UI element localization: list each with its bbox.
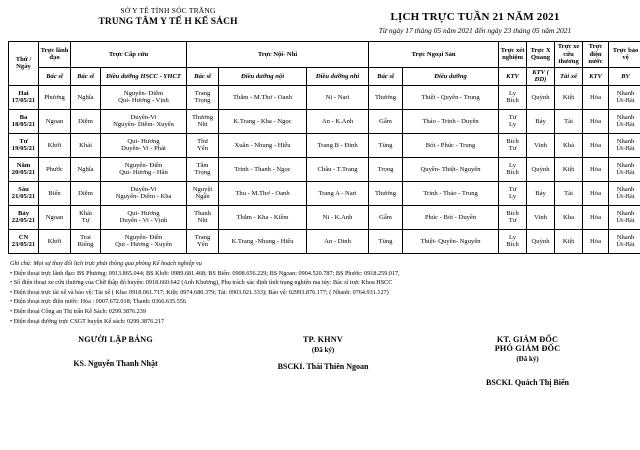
subheader-internal-bs: Bác sĩ [187, 67, 219, 85]
cell-surgery-dd: Phúc - Bót - Duyên [403, 205, 499, 229]
subheader-ambulance-driver: Tài xế [555, 67, 583, 85]
cell-pediatric-dd: Trang B - Đinh [307, 133, 369, 157]
cell-surgery-dd: Thiệt - Quyên - Trung [403, 85, 499, 109]
cell-surgery-bs: Gấm [369, 109, 403, 133]
duty-schedule-table [8, 41, 640, 254]
cell-ambulance: Khả [555, 133, 583, 157]
signature-preparer [8, 335, 223, 387]
cell-er-bs: Khải Tự [71, 205, 101, 229]
cell-pediatric-dd: Trang A - Nari [307, 181, 369, 205]
cell-lab: Ly Bích [499, 229, 527, 253]
cell-ambulance: Kiệt [555, 85, 583, 109]
subheader-pediatric-dd: Điều dưỡng nhi [307, 67, 369, 85]
cell-er-bs: Nghĩa [71, 157, 101, 181]
cell-surgery-dd: Thiệt- Quyên- Nguyên [403, 229, 499, 253]
table-body [9, 85, 640, 253]
cell-leader: Phương [39, 85, 71, 109]
cell-ambulance: Tài [555, 109, 583, 133]
cell-internal-dd: Thắm - M.Thơ - Oanh [219, 85, 307, 109]
cell-day-date: Tư 19/05/21 [9, 133, 39, 157]
subheader-surgery-bs: Bác sĩ [369, 67, 403, 85]
cell-day-date: Bảy 22/05/21 [9, 205, 39, 229]
table-row [9, 181, 640, 205]
cell-electric: Hòa [583, 85, 609, 109]
column-header-ambulance: Trực xe cứu thương [555, 42, 583, 68]
cell-electric: Hòa [583, 133, 609, 157]
cell-day-date: Ba 18/05/21 [9, 109, 39, 133]
subheader-electric-ktv: KTV [583, 67, 609, 85]
cell-ambulance: Kiệt [555, 157, 583, 181]
cell-er-dd: Qui- Hương Duyên - Vi - Vịnh [101, 205, 187, 229]
column-header-emergency: Trực Cấp cứu [71, 42, 187, 68]
cell-day-date: CN 23/05/21 [9, 229, 39, 253]
subheader-er-dd: Điều dưỡng HSCC - YHCT [101, 67, 187, 85]
cell-leader: Biển [39, 181, 71, 205]
table-group-header-row [9, 42, 640, 68]
cell-internal-bs: Thanh Nhi [187, 205, 219, 229]
note-heading: Ghi chú: Mọi sự thay đổi lịch trực phải thông qua phòng Kế hoạch nghiệp vụ [10, 259, 202, 267]
cell-lab: Bích Tư [499, 205, 527, 229]
column-header-xray: Trực X Quang [527, 42, 555, 68]
cell-er-dd: Qui- Hương Duyên- Vi - Phát [101, 133, 187, 157]
signature-planning-head [223, 335, 423, 387]
cell-ambulance: Kiệt [555, 229, 583, 253]
organization-block [8, 6, 318, 27]
cell-er-bs: Diễm [71, 109, 101, 133]
cell-leader: Khởi [39, 229, 71, 253]
cell-electric: Hòa [583, 157, 609, 181]
cell-er-bs: Khải [71, 133, 101, 157]
cell-surgery-bs: Tùng [369, 229, 403, 253]
cell-security: Nhanh Út-Hải [609, 109, 640, 133]
subheader-xray-ktv: KTV ( ĐD) [527, 67, 555, 85]
subheader-surgery-dd: Điều dưỡng [403, 67, 499, 85]
cell-surgery-bs: Gấm [369, 205, 403, 229]
column-header-leader: Trực lãnh đạo [39, 42, 71, 68]
cell-security: Nhanh Út-Hải [609, 157, 640, 181]
cell-pediatric-dd: An - Dinh [307, 229, 369, 253]
cell-er-bs: Nghĩa [71, 85, 101, 109]
cell-day-date: Sáu 21/05/21 [9, 181, 39, 205]
cell-xray: Quỳnh [527, 85, 555, 109]
preparer-name: KS. Nguyễn Thanh Nhật [73, 359, 158, 369]
cell-electric: Hòa [583, 205, 609, 229]
column-header-internal-ped: Trực Nội- Nhi [187, 42, 369, 68]
table-row [9, 85, 640, 109]
cell-internal-dd: Thu - M.Thơ - Oanh [219, 181, 307, 205]
cell-internal-bs: Nguyệt Ngân [187, 181, 219, 205]
cell-internal-dd: Trinh - Thanh - Ngọc [219, 157, 307, 181]
signature-director [423, 335, 632, 387]
cell-ambulance: Kha [555, 205, 583, 229]
cell-surgery-dd: Bót - Phúc - Trung [403, 133, 499, 157]
cell-security: Nhanh Út-Hải [609, 85, 640, 109]
cell-internal-dd: Xuân - Nhung - Hiếu [219, 133, 307, 157]
director-title-2: PHÓ GIÁM ĐỐC [494, 344, 561, 354]
director-title: KT. GIÁM ĐỐC [496, 335, 559, 345]
table-row [9, 133, 640, 157]
column-header-day: Thứ / Ngày [9, 42, 39, 86]
cell-security: Nhanh Út-Hải [609, 229, 640, 253]
cell-internal-dd: K.Trang - Kha - Ngọc [219, 109, 307, 133]
cell-lab: Bích Tư [499, 133, 527, 157]
cell-er-dd: Nguyên- Điền Qui- Hương - Hân [101, 157, 187, 181]
cell-day-date: Năm 20/05/21 [9, 157, 39, 181]
subheader-leader-bs: Bác sĩ [39, 67, 71, 85]
document-date-range: Từ ngày 17 tháng 05 năm 2021 đến ngày 23 tháng 05 năm 2021 [378, 26, 572, 35]
department-name: SỞ Y TẾ TỈNH SÓC TRĂNG [120, 6, 216, 15]
subheader-lab-ktv: KTV [499, 67, 527, 85]
note-line: • Điện thoại đường trực CSGT huyện Kế sách: 0299.3876.217 [10, 317, 165, 325]
preparer-title: NGƯỜI LẬP BẢNG [78, 335, 153, 345]
table-row [9, 109, 640, 133]
planning-head-title: TP. KHNV [303, 335, 343, 345]
cell-xray: Bảy [527, 181, 555, 205]
cell-pediatric-dd: Ni - Nari [307, 85, 369, 109]
cell-surgery-bs: Thương [369, 181, 403, 205]
note-line: • Điện thoại Công an Thị trấn Kế Sách: 0299.3876.239 [10, 307, 146, 315]
cell-security: Nhanh Út-Hải [609, 181, 640, 205]
subheader-security-bv: BV [609, 67, 640, 85]
cell-surgery-dd: Quyền- Thiệt- Nguyên [403, 157, 499, 181]
note-line: • Số điện thoại xe cứu thương của Chữ thập đỏ huyện: 0918.660.642 (Anh Khương), Phụ trách xác định tình trạng nghiện ma túy: Bác sĩ trực Khoa HSCC [10, 279, 393, 287]
cell-xray: Vinh [527, 133, 555, 157]
cell-er-dd: Nguyên- Diễm Qui- Hương - Vịnh [101, 85, 187, 109]
table-row [9, 205, 640, 229]
cell-surgery-dd: Thảo - Trinh - Duyên [403, 109, 499, 133]
director-name: BSCKI. Quách Thị Biển [486, 378, 569, 388]
cell-lab: Tư Ly [499, 109, 527, 133]
note-line: • Điện thoại trực điện nước: Hòa : 0907.672.018; Thanh: 0366.635.556 [10, 298, 186, 306]
cell-surgery-dd: Trinh - Thảo - Trung [403, 181, 499, 205]
cell-xray: Quỳnh [527, 229, 555, 253]
column-header-lab: Trực xét nghiệm [499, 42, 527, 68]
cell-internal-bs: Trang Trọng [187, 85, 219, 109]
table-row [9, 157, 640, 181]
cell-leader: Khởi [39, 133, 71, 157]
cell-internal-bs: Tâm Trọng [187, 157, 219, 181]
cell-electric: Hòa [583, 109, 609, 133]
cell-er-bs: Diễm [71, 181, 101, 205]
cell-er-bs: Trai Riêng [71, 229, 101, 253]
document-title: LỊCH TRỰC TUẦN 21 NĂM 2021 [390, 11, 560, 23]
cell-surgery-bs: Tùng [369, 133, 403, 157]
column-header-electric: Trực điện nước [583, 42, 609, 68]
center-name: TRUNG TÂM Y TẾ H KẾ SÁCH [98, 17, 238, 27]
title-block [318, 6, 632, 35]
cell-internal-dd: Thắm - Kha - Kiềm [219, 205, 307, 229]
cell-security: Nhanh Út-Hải [609, 133, 640, 157]
cell-er-dd: Nguyên- Điền Qui - Hương - Xuyến [101, 229, 187, 253]
planning-head-signed: (Đã ký) [311, 346, 335, 355]
cell-electric: Hòa [583, 181, 609, 205]
subheader-er-bs: Bác sĩ [71, 67, 101, 85]
cell-lab: Tư Ly [499, 181, 527, 205]
document-header [8, 6, 632, 35]
table-header [9, 42, 640, 86]
cell-pediatric-dd: Ni - K.Anh [307, 205, 369, 229]
signature-section [8, 335, 632, 387]
cell-internal-bs: Thương Nhi [187, 109, 219, 133]
cell-internal-bs: Thư Yến [187, 133, 219, 157]
cell-electric: Hòa [583, 229, 609, 253]
table-row [9, 229, 640, 253]
table-sub-header-row [9, 67, 640, 85]
cell-internal-bs: Trang Yến [187, 229, 219, 253]
cell-lab: Ly Bích [499, 157, 527, 181]
note-line: • Điện thoại trực lãnh đạo: BS Phương: 0913.865.044; BS Khởi: 0989.681.468; BS Biển: 0908.656.229; BS Ngoan: 0904.520.787; BS Phước: 0918.259.017, [10, 269, 400, 277]
note-line: • Điện thoại trực tài xế và bảo vệ: Tài xế ( Kha: 0918.061.717; Kiệt: 0974.680.379; Tài: 0903.021.333); Bảo vệ: 02993.876.177; ( Nhanh: 0764.931.127) [10, 288, 389, 296]
cell-pediatric-dd: An - K.Anh [307, 109, 369, 133]
cell-xray: Vinh [527, 205, 555, 229]
cell-security: Nhanh Út-Hải [609, 205, 640, 229]
cell-ambulance: Tài [555, 181, 583, 205]
cell-xray: Quỳnh [527, 157, 555, 181]
cell-day-date: Hai 17/05/21 [9, 85, 39, 109]
notes-section [8, 259, 632, 326]
column-header-surgery-ob: Trực Ngoại Sản [369, 42, 499, 68]
cell-leader: Ngoan [39, 205, 71, 229]
cell-lab: Ly Bích [499, 85, 527, 109]
cell-er-dd: Duyên-Vi Nguyên- Diễm- Xuyến [101, 109, 187, 133]
cell-internal-dd: K.Trang -Nhung - Hiếu [219, 229, 307, 253]
director-signed: (Đã ký) [516, 355, 539, 364]
cell-xray: Bảy [527, 109, 555, 133]
column-header-security: Trực bảo vệ [609, 42, 640, 68]
cell-er-dd: Duyên-Vi Nguyên- Diễm - Kha [101, 181, 187, 205]
cell-pediatric-dd: Châu - T.Trang [307, 157, 369, 181]
cell-leader: Phước [39, 157, 71, 181]
subheader-internal-dd: Điều dưỡng nội [219, 67, 307, 85]
cell-leader: Ngoan [39, 109, 71, 133]
cell-surgery-bs: Trọng [369, 157, 403, 181]
planning-head-name: BSCKI. Thái Thiên Ngoan [277, 362, 369, 372]
cell-surgery-bs: Thương [369, 85, 403, 109]
